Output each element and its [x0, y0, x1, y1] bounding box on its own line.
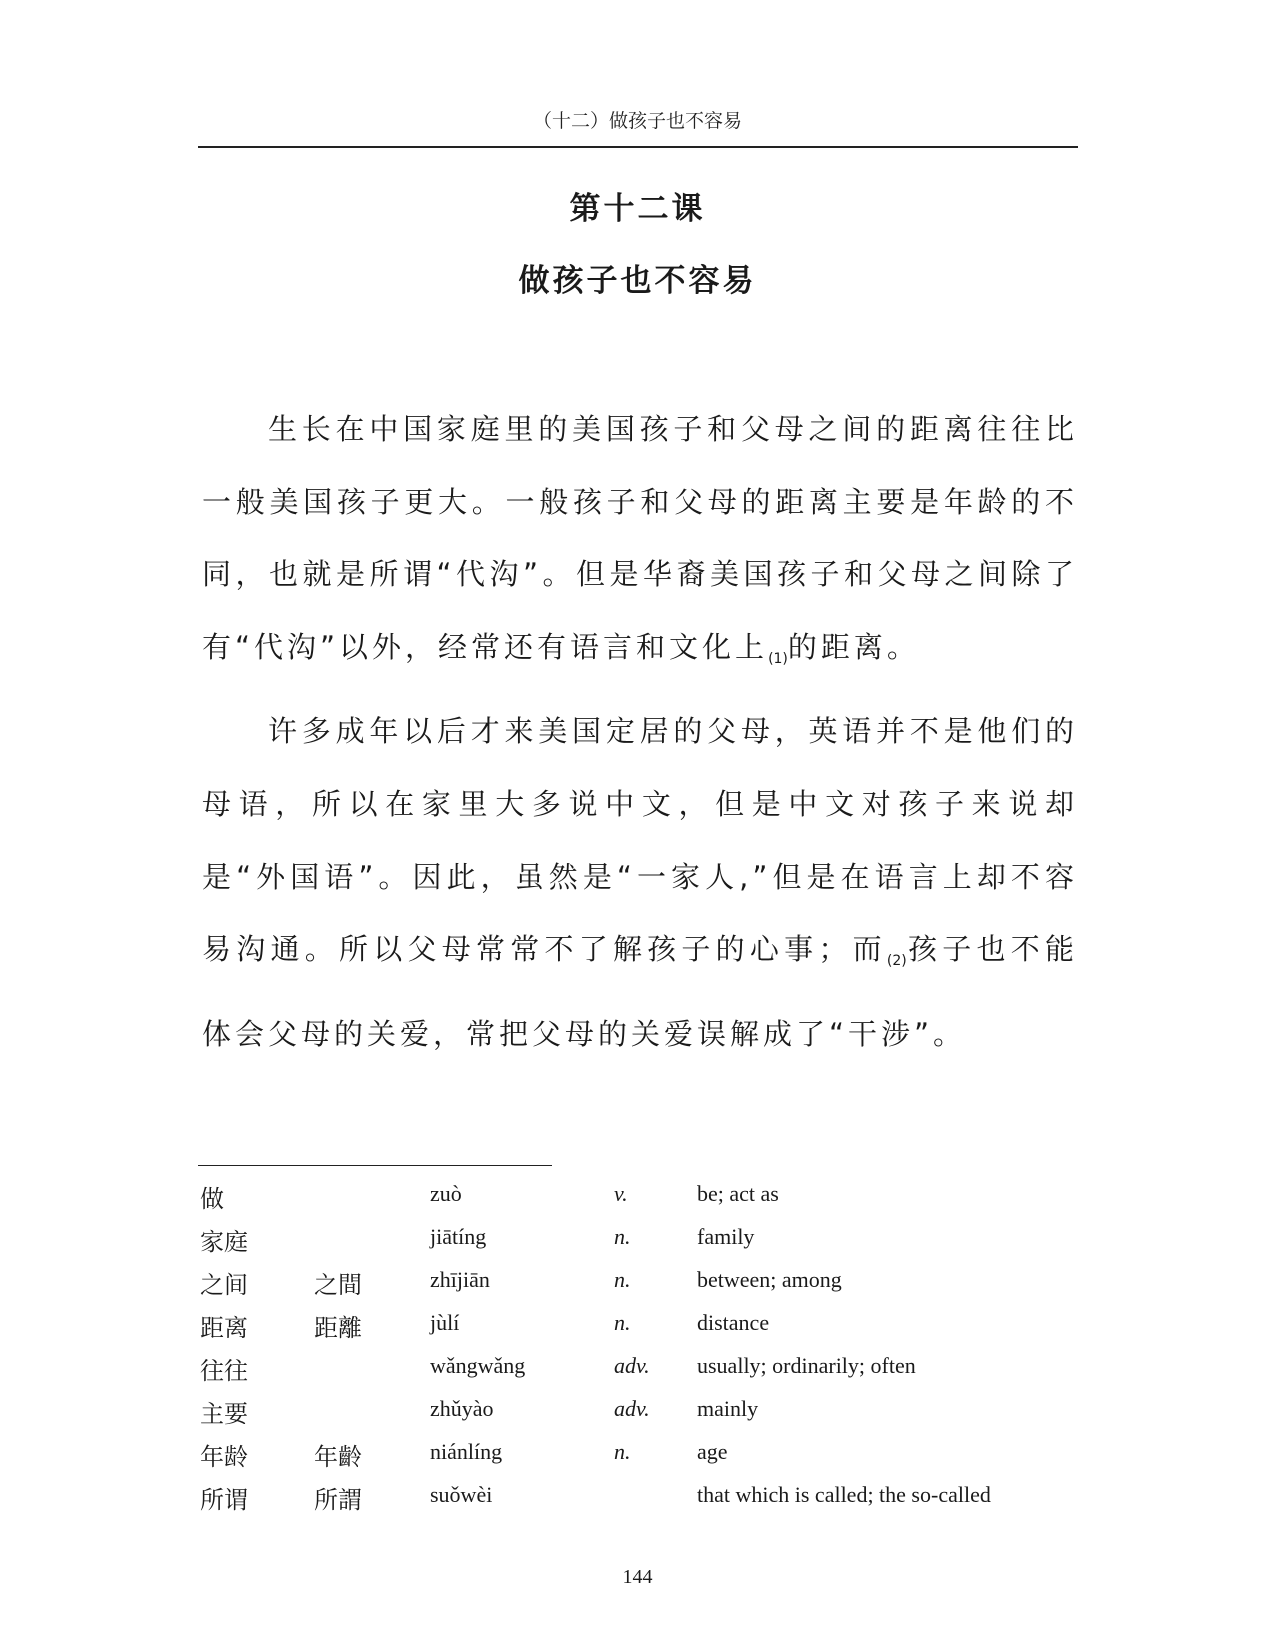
vocab-pos: adv. [614, 1396, 650, 1421]
vocab-pinyin: jùlí [430, 1310, 460, 1335]
vocab-pinyin: jiātíng [430, 1224, 487, 1249]
vocab-definition: family [697, 1224, 755, 1249]
vocab-pos: n. [614, 1224, 631, 1249]
vocab-row [200, 1431, 1080, 1474]
vocab-simplified: 往往 [200, 1357, 248, 1385]
vocab-pos: adv. [614, 1353, 650, 1378]
vocab-simplified: 之间 [200, 1271, 248, 1299]
vocab-simplified: 主要 [200, 1400, 248, 1428]
vocab-definition: be; act as [697, 1181, 779, 1206]
paragraph-1-text: 生长在中国家庭里的美国孩子和父母之间的距离往往比一般美国孩子更大。一般孩子和父母的距离主要是年龄的不同，也就是所谓“代沟”。但是华裔美国孩子和父母之间除了有“代沟”以外，经常还有语言和文化上 [202, 412, 1078, 664]
vocab-definition: between; among [697, 1267, 842, 1292]
vocab-pinyin: zhījiān [430, 1267, 490, 1292]
vocab-pos: n. [614, 1439, 631, 1464]
vocab-pos: n. [614, 1310, 631, 1335]
vocab-row [200, 1173, 1080, 1216]
vocab-row [200, 1474, 1080, 1517]
vocab-simplified: 距离 [200, 1314, 248, 1342]
vocab-pos: n. [614, 1267, 631, 1292]
paragraph-1-text-end: 的距离。 [787, 629, 920, 664]
passage [202, 393, 1078, 1070]
vocab-definition: mainly [697, 1396, 759, 1421]
vocab-traditional: 距離 [314, 1314, 362, 1342]
vocab-row [200, 1345, 1080, 1388]
lesson-number: 第十二课 [569, 191, 706, 227]
vocab-definition: usually; ordinarily; often [697, 1353, 916, 1378]
header-rule [198, 146, 1078, 148]
paragraph-2-text: 许多成年以后才来美国定居的父母，英语并不是他们的母语，所以在家里大多说中文，但是中文对孩子来说却是“外国语”。因此，虽然是“一家人,”但是在语言上却不容易沟通。所以父母常常不了解孩子的心事；而 [202, 714, 1078, 967]
paragraph-2-text-end: 孩子也不能体会父母的关爱，常把父母的关爱误解成了“干涉”。 [202, 932, 1078, 1051]
vocab-simplified: 年龄 [200, 1443, 248, 1471]
vocab-simplified: 家庭 [200, 1228, 248, 1256]
vocab-pinyin: suǒwèi [430, 1482, 493, 1507]
vocab-pos: v. [614, 1181, 628, 1206]
vocab-simplified: 做 [200, 1185, 224, 1213]
vocab-pinyin: zuò [430, 1181, 462, 1206]
vocabulary-list [200, 1173, 1080, 1517]
paragraph-1 [202, 393, 1078, 695]
vocab-pinyin: niánlíng [430, 1439, 503, 1464]
vocab-pinyin: wǎngwǎng [430, 1353, 526, 1378]
vocab-traditional: 年齡 [314, 1443, 362, 1471]
vocabulary-rule [198, 1165, 552, 1166]
vocab-simplified: 所谓 [200, 1486, 248, 1514]
vocab-row [200, 1216, 1080, 1259]
vocab-row [200, 1259, 1080, 1302]
vocab-traditional: 之間 [314, 1271, 362, 1299]
running-head: （十二）做孩子也不容易 [532, 110, 742, 132]
vocab-row [200, 1302, 1080, 1345]
lesson-title: 做孩子也不容易 [518, 263, 757, 299]
vocab-traditional: 所謂 [314, 1486, 362, 1514]
paragraph-2 [202, 695, 1078, 1070]
vocab-definition: distance [697, 1310, 770, 1335]
footnote-ref-1: (1) [768, 650, 788, 667]
page-number: 144 [622, 1566, 653, 1588]
vocab-pinyin: zhǔyào [430, 1396, 494, 1421]
vocab-row [200, 1388, 1080, 1431]
vocab-definition: that which is called; the so-called [697, 1482, 991, 1507]
footnote-ref-2: (2) [886, 953, 907, 970]
vocab-definition: age [697, 1439, 728, 1464]
